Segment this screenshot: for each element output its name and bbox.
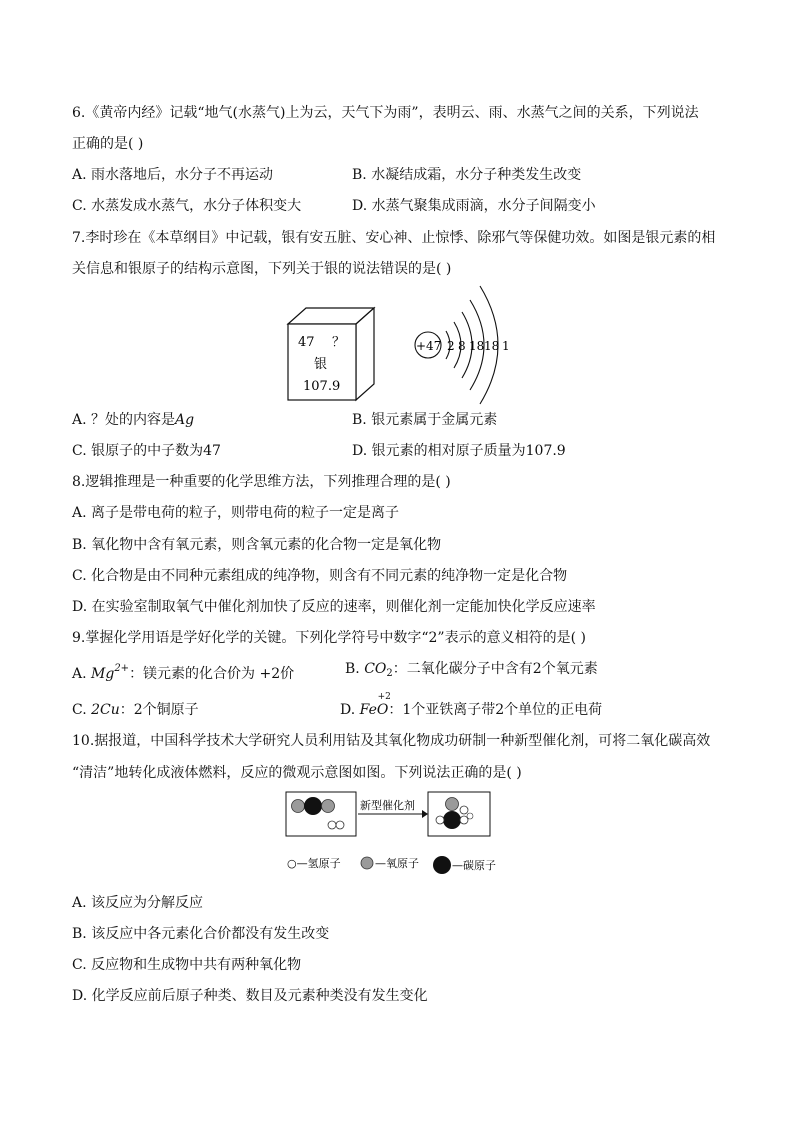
oxygen-atom (322, 800, 335, 813)
q8-option-d: D. 在实验室制取氧气中催化剂加快了反应的速率，则催化剂一定能加快化学反应速率 (72, 599, 596, 615)
legend-oxygen: —氧原子 (375, 857, 419, 870)
legend-carbon-swatch (433, 856, 451, 874)
q6-option-a: A. 雨水落地后，水分子不再运动 (72, 167, 274, 183)
shell-4-electrons: 18 (484, 339, 500, 353)
reaction-legend (287, 852, 517, 876)
q9-option-a: A. $Mg^{2+}$：镁元素的化合价为 +2价 (72, 663, 295, 682)
carbon-atom (304, 797, 322, 815)
q10-stem-line2: “清洁”地转化成液体燃料，反应的微观示意图如图。下列说法正确的是( ) (72, 765, 522, 781)
legend-carbon: —碳原子 (452, 859, 496, 872)
legend-hydrogen: ○—氢原子 (287, 857, 341, 870)
q7-option-b: B. 银元素属于金属元素 (352, 412, 498, 428)
q10-option-b: B. 该反应中各元素化合价都没有发生改变 (72, 926, 330, 942)
q9-option-c: C. 2Cu：2个铜原子 (72, 702, 199, 718)
q9-option-d: D. +2 FeO：1个亚铁离子带2个单位的正电荷 (340, 700, 602, 720)
valence-mark: +2 (377, 692, 391, 702)
q10-option-d: D. 化学反应前后原子种类、数目及元素种类没有发生变化 (72, 988, 428, 1004)
atomic-number: 47 (298, 335, 315, 350)
hydrogen-atom (436, 816, 444, 824)
q9-option-b: B. $CO_2$：二氧化碳分子中含有2个氧元素 (345, 661, 598, 679)
shell-1-electrons: 2 (447, 339, 455, 353)
q10-option-c: C. 反应物和生成物中共有两种氧化物 (72, 957, 302, 973)
carbon-atom (443, 811, 461, 829)
shell-5-electrons: 1 (502, 339, 510, 353)
q7-option-a: A. ？处的内容是Ag (72, 412, 195, 428)
element-card (286, 306, 378, 402)
reaction-diagram (284, 790, 494, 840)
hydrogen-atom (467, 813, 473, 819)
nucleus-charge: +47 (416, 339, 442, 353)
q8-option-b: B. 氧化物中含有氧元素，则含氧元素的化合物一定是氧化物 (72, 537, 442, 553)
atom-structure-diagram (410, 282, 520, 406)
q7-stem-line2: 关信息和银原子的结构示意图，下列关于银的说法错误的是( ) (72, 261, 452, 277)
q10-stem-line1: 10.据报道，中国科学技术大学研究人员利用钴及其氧化物成功研制一种新型催化剂，可将二氧化碳高效 (72, 733, 711, 749)
shell-3-electrons: 18 (469, 339, 485, 353)
q8-stem: 8.逻辑推理是一种重要的化学思维方法，下列推理合理的是( ) (72, 474, 451, 490)
q10-option-a: A. 该反应为分解反应 (72, 895, 204, 911)
q7-stem-line1: 7.李时珍在《本草纲目》中记载，银有安五脏、安心神、止惊悸、除邪气等保健功效。如图是银元素的相 (72, 230, 716, 246)
q6-option-b: B. 水凝结成霜，水分子种类发生改变 (352, 167, 582, 183)
shell-2-electrons: 8 (458, 339, 466, 353)
oxygen-atom (446, 798, 459, 811)
q6-option-d: D. 水蒸气聚集成雨滴，水分子间隔变小 (352, 198, 596, 214)
q6-stem-line1: 6.《黄帝内经》记载“地气(水蒸气)上为云，天气下为雨”，表明云、雨、水蒸气之间的关系，下列说法 (72, 105, 699, 121)
legend-oxygen-swatch (361, 857, 373, 869)
q7-option-d: D. 银元素的相对原子质量为107.9 (352, 443, 566, 459)
catalyst-label: 新型催化剂 (360, 799, 415, 812)
element-name: 银 (314, 357, 328, 372)
atomic-mass: 107.9 (303, 379, 341, 394)
hydrogen-atom (460, 806, 468, 814)
oxygen-atom (292, 800, 305, 813)
reactant-box (286, 792, 356, 836)
hydrogen-atom (336, 821, 344, 829)
q8-option-c: C. 化合物是由不同种元素组成的纯净物，则含有不同元素的纯净物一定是化合物 (72, 568, 568, 584)
q6-option-c: C. 水蒸发成水蒸气，水分子体积变大 (72, 198, 302, 214)
element-symbol-unknown: ？ (332, 335, 346, 350)
product-box (428, 792, 490, 836)
hydrogen-atom (328, 821, 336, 829)
q6-stem-line2: 正确的是( ) (72, 136, 144, 152)
q7-option-c: C. 银原子的中子数为47 (72, 443, 221, 459)
q9-stem: 9.掌握化学用语是学好化学的关键。下列化学符号中数字“2”表示的意义相符的是( ) (72, 630, 586, 646)
hydrogen-atom (460, 816, 468, 824)
q8-option-a: A. 离子是带电荷的粒子，则带电荷的粒子一定是离子 (72, 505, 400, 521)
